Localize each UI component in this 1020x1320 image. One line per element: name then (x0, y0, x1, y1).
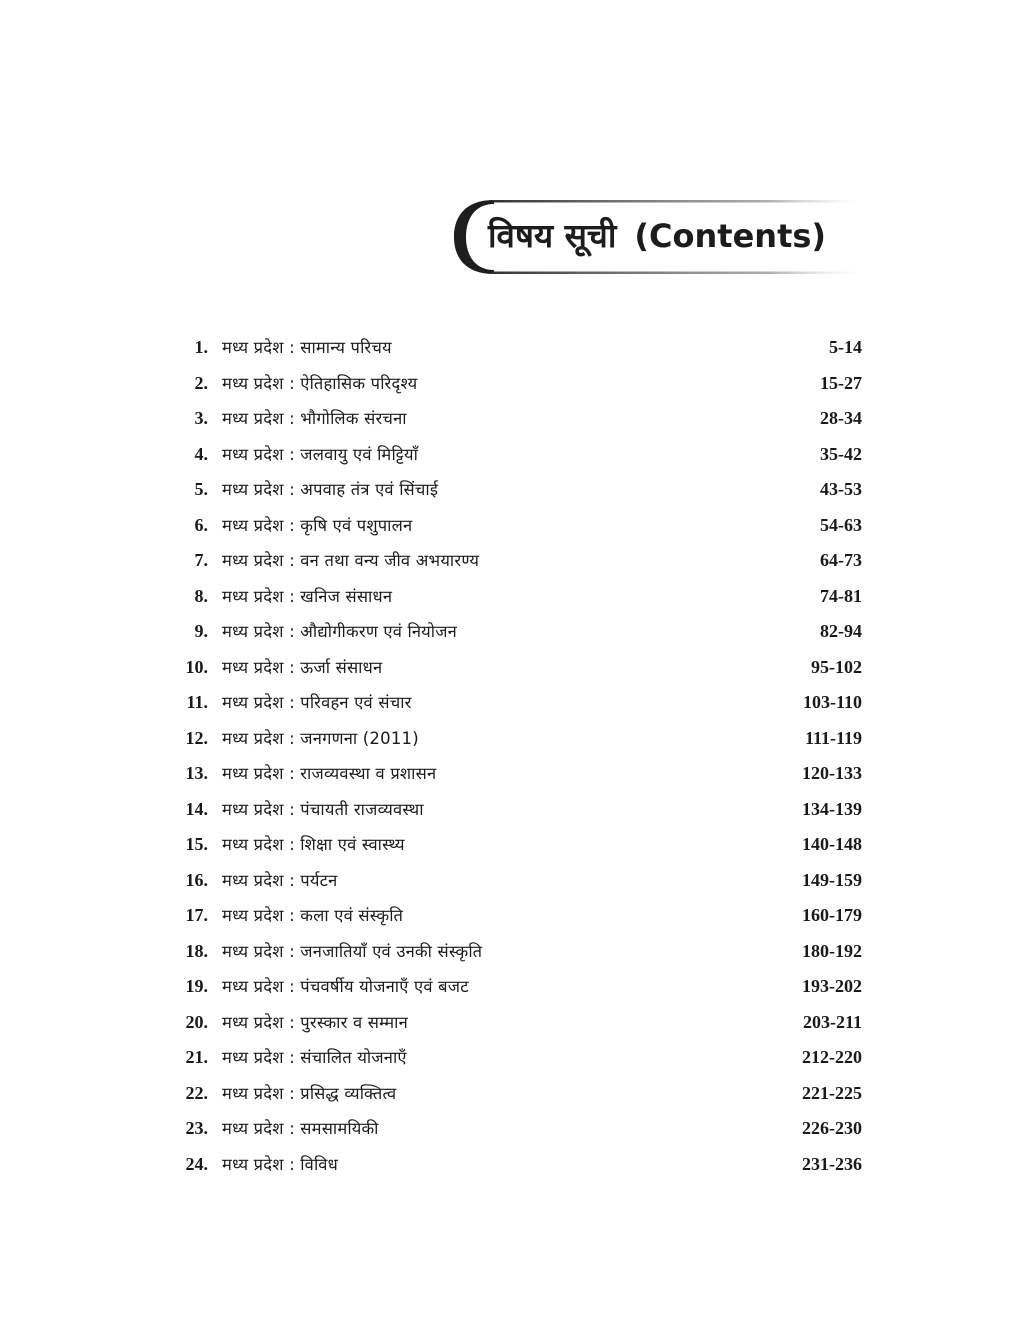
toc-entry-pages: 103-110 (802, 692, 862, 712)
toc-entry-title: मध्य प्रदेश : कला एवं संस्कृति (222, 906, 404, 925)
contents-heading (452, 198, 862, 276)
toc-entry-title: मध्य प्रदेश : प्रसिद्ध व्यक्तित्व (222, 1083, 397, 1103)
toc-entry (170, 401, 862, 437)
toc-entry (170, 969, 862, 1005)
toc-entry-title: मध्य प्रदेश : संचालित योजनाएँ (222, 1048, 407, 1067)
toc-entry (170, 1111, 862, 1147)
toc-entry-number: 15. (185, 834, 208, 854)
toc-entry-pages: 221-225 (802, 1082, 862, 1103)
toc-entry-title: मध्य प्रदेश : परिवहन एवं संचार (222, 693, 412, 712)
toc-entry-number: 3. (194, 408, 208, 428)
toc-entry-number: 8. (194, 585, 208, 606)
toc-entry-title: मध्य प्रदेश : पंचायती राजव्यवस्था (222, 799, 424, 819)
toc-entry-pages: 28-34 (820, 408, 862, 428)
toc-entry-pages: 111-119 (804, 727, 862, 748)
toc-entry-title: मध्य प्रदेश : औद्योगीकरण एवं नियोजन (222, 622, 458, 641)
toc-entry-number: 5. (194, 479, 208, 499)
toc-entry (170, 1076, 862, 1112)
toc-entry-number: 22. (185, 1082, 208, 1103)
toc-entry-title: मध्य प्रदेश : जनगणना (2011) (222, 728, 419, 748)
toc-entry-pages: 82-94 (820, 621, 862, 641)
toc-entry (170, 472, 862, 508)
toc-entry-pages: 140-148 (802, 834, 862, 854)
heading-english: (Contents) (634, 217, 827, 255)
toc-entry-pages: 180-192 (802, 940, 862, 961)
toc-entry-number: 14. (185, 798, 208, 819)
toc-entry-title: मध्य प्रदेश : राजव्यवस्था व प्रशासन (222, 764, 437, 783)
toc-entry-title: मध्य प्रदेश : पंचवर्षीय योजनाएँ एवं बजट (222, 977, 469, 996)
toc-entry-title: मध्य प्रदेश : विविध (222, 1154, 338, 1174)
toc-entry (170, 614, 862, 650)
toc-entry-pages: 134-139 (802, 798, 862, 819)
toc-entry-pages: 15-27 (820, 372, 862, 393)
toc-entry-number: 11. (186, 692, 208, 712)
toc-entry (170, 330, 862, 366)
toc-entry-pages: 74-81 (820, 585, 862, 606)
toc-entry-pages: 120-133 (802, 763, 862, 783)
toc-entry-number: 17. (185, 905, 208, 925)
toc-entry-number: 9. (194, 621, 208, 641)
toc-entry-number: 6. (194, 514, 208, 535)
toc-entry-title: मध्य प्रदेश : ऊर्जा संसाधन (222, 657, 383, 677)
toc-entry (170, 650, 862, 686)
toc-entry-number: 2. (194, 372, 208, 393)
toc-entry (170, 1040, 862, 1076)
toc-entry-pages: 160-179 (802, 905, 862, 925)
toc-entry-title: मध्य प्रदेश : कृषि एवं पशुपालन (222, 515, 413, 535)
toc-entry-pages: 193-202 (802, 976, 862, 996)
toc-entry (170, 685, 862, 721)
heading-text (488, 208, 826, 264)
heading-hindi: विषय सूची (488, 216, 617, 255)
toc-entry-pages: 54-63 (820, 514, 862, 535)
toc-entry (170, 579, 862, 615)
toc-entry-pages: 43-53 (820, 479, 862, 499)
toc-entry (170, 437, 862, 473)
toc-entry (170, 508, 862, 544)
toc-entry (170, 721, 862, 757)
toc-entry-number: 12. (185, 727, 208, 748)
toc-entry-title: मध्य प्रदेश : समसामयिकी (222, 1119, 379, 1138)
toc-entry (170, 934, 862, 970)
toc-entry-pages: 203-211 (802, 1011, 862, 1032)
toc-entry-number: 19. (185, 976, 208, 996)
toc-entry-number: 10. (185, 656, 208, 677)
toc-entry-number: 18. (185, 940, 208, 961)
toc-entry-number: 24. (185, 1153, 208, 1174)
toc-entry (170, 863, 862, 899)
toc-entry-number: 23. (185, 1118, 208, 1138)
toc-entry-pages: 5-14 (829, 337, 862, 357)
toc-entry (170, 1005, 862, 1041)
toc-entry-title: मध्य प्रदेश : शिक्षा एवं स्वास्थ्य (222, 835, 405, 854)
toc-entry-title: मध्य प्रदेश : जलवायु एवं मिट्टियाँ (222, 444, 419, 464)
toc-entry-title: मध्य प्रदेश : सामान्य परिचय (222, 338, 392, 357)
toc-entry-number: 7. (194, 550, 208, 570)
toc-entry-pages: 64-73 (820, 550, 862, 570)
toc-entry-title: मध्य प्रदेश : ऐतिहासिक परिदृश्य (222, 373, 418, 393)
toc-entry (170, 898, 862, 934)
toc-entry (170, 1147, 862, 1183)
toc-entry (170, 792, 862, 828)
toc-entry-pages: 226-230 (802, 1118, 862, 1138)
toc-entry-title: मध्य प्रदेश : जनजातियाँ एवं उनकी संस्कृति (222, 941, 483, 961)
toc-entry (170, 543, 862, 579)
toc-entry-number: 1. (194, 337, 208, 357)
toc-entry-pages: 149-159 (802, 869, 862, 890)
toc-entry-title: मध्य प्रदेश : भौगोलिक संरचना (222, 409, 407, 428)
table-of-contents (170, 330, 862, 1182)
toc-entry (170, 756, 862, 792)
toc-entry-number: 20. (185, 1011, 208, 1032)
toc-entry-number: 13. (185, 763, 208, 783)
toc-entry-title: मध्य प्रदेश : वन तथा वन्य जीव अभयारण्य (222, 551, 480, 570)
toc-entry-title: मध्य प्रदेश : खनिज संसाधन (222, 586, 393, 606)
toc-entry-pages: 231-236 (802, 1153, 862, 1174)
toc-entry-title: मध्य प्रदेश : पुरस्कार व सम्मान (222, 1012, 408, 1032)
toc-entry-pages: 212-220 (802, 1047, 862, 1067)
toc-entry-title: मध्य प्रदेश : पर्यटन (222, 870, 338, 890)
toc-entry (170, 827, 862, 863)
toc-entry-pages: 95-102 (811, 656, 862, 677)
toc-entry-number: 21. (185, 1047, 208, 1067)
toc-entry-number: 16. (185, 869, 208, 890)
toc-entry-title: मध्य प्रदेश : अपवाह तंत्र एवं सिंचाई (222, 480, 439, 499)
toc-entry-number: 4. (194, 443, 208, 464)
toc-entry-pages: 35-42 (820, 443, 862, 464)
toc-entry (170, 366, 862, 402)
